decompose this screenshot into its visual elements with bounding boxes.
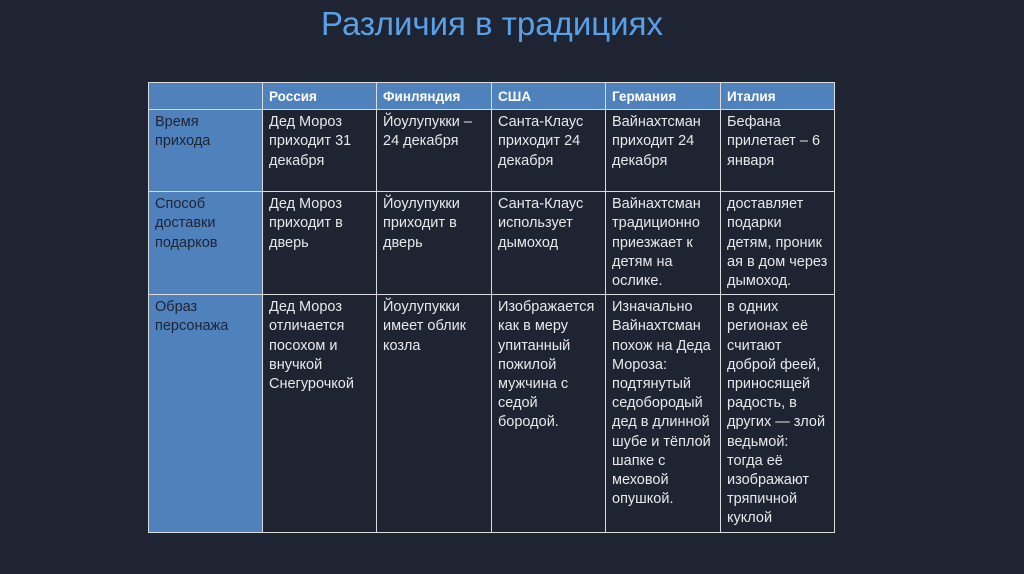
table-cell: Санта-Клаус приходит 24 декабря xyxy=(492,110,606,192)
header-finland: Финляндия xyxy=(377,83,492,110)
header-germany: Германия xyxy=(606,83,721,110)
table-cell: Бефана прилетает – 6 января xyxy=(721,110,835,192)
table-cell: Йоулупукки имеет облик козла xyxy=(377,295,492,532)
table-cell: Дед Мороз отличается посохом и внучкой Снегурочкой xyxy=(263,295,377,532)
table-row xyxy=(149,192,835,295)
header-russia: Россия xyxy=(263,83,377,110)
header-italy: Италия xyxy=(721,83,835,110)
table-cell: Вайнахтсман традиционно приезжает к детям на ослике. xyxy=(606,192,721,295)
table-cell: доставляет подарки детям, проник ая в дом через дымоход. xyxy=(721,192,835,295)
row-label-arrival-time: Время прихода xyxy=(149,110,263,192)
table-cell: Дед Мороз приходит в дверь xyxy=(263,192,377,295)
row-label-character-image: Образ персонажа xyxy=(149,295,263,532)
table-header-row xyxy=(149,83,835,110)
traditions-table xyxy=(148,82,835,533)
header-usa: США xyxy=(492,83,606,110)
table-cell: Дед Мороз приходит 31 декабря xyxy=(263,110,377,192)
header-corner xyxy=(149,83,263,110)
table-cell: Йоулупукки приходит в дверь xyxy=(377,192,492,295)
row-label-delivery-method: Способ доставки подарков xyxy=(149,192,263,295)
table-cell: Вайнахтсман приходит 24 декабря xyxy=(606,110,721,192)
table-cell: Изначально Вайнахтсман похож на Деда Мороза: подтянутый седобородый дед в длинной шубе и тёплой шапке с меховой опушкой. xyxy=(606,295,721,532)
table-cell: Йоулупукки – 24 декабря xyxy=(377,110,492,192)
table-cell: в одних регионах её считают доброй феей, приносящей радость, в других — злой ведьмой: тогда её изображают тряпичной куклой xyxy=(721,295,835,532)
slide-title: Различия в традициях xyxy=(321,5,663,42)
table-row xyxy=(149,110,835,192)
table-row xyxy=(149,295,835,532)
table-cell: Санта-Клаус использует дымоход xyxy=(492,192,606,295)
table-cell: Изображается как в меру упитанный пожилой мужчина с седой бородой. xyxy=(492,295,606,532)
